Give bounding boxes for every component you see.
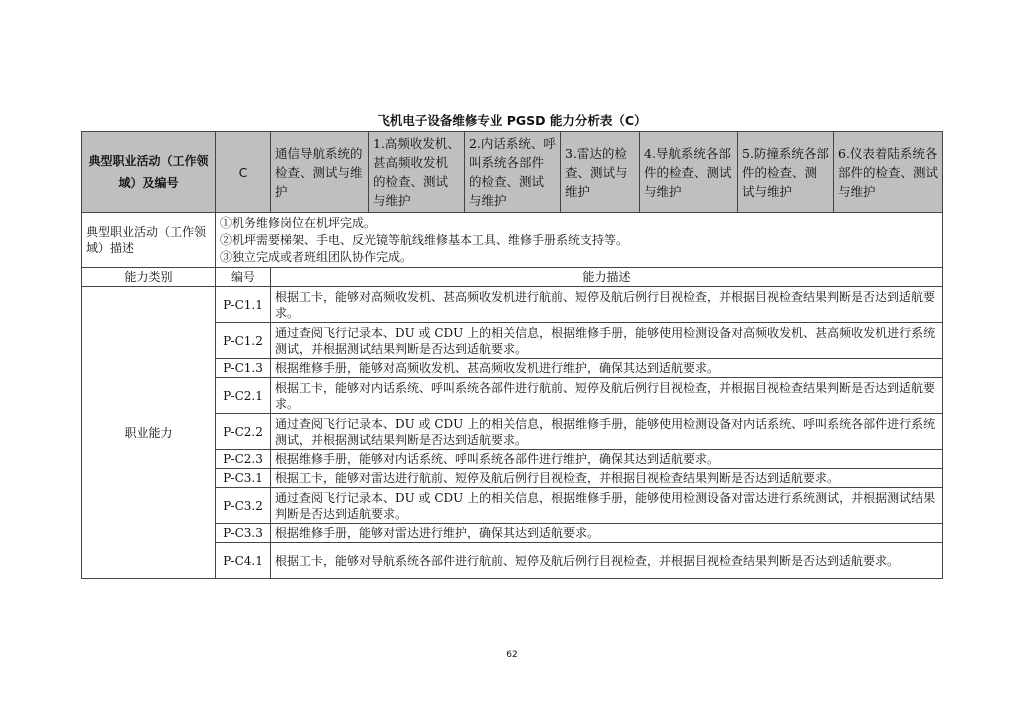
header-sub-area-5: 5.防撞系统各部件的检查、测试与维护 — [738, 132, 834, 213]
row-code: P-C3.2 — [216, 488, 271, 524]
row-text: 通过查阅飞行记录本、DU 或 CDU 上的相关信息，根据维修手册，能够使用检测设备对高频收发机、甚高频收发机进行系统测试，并根据测试结果判断是否达到适航要求。 — [271, 323, 943, 359]
col-desc: 能力描述 — [271, 268, 943, 287]
row-text: 根据工卡，能够对雷达进行航前、短停及航后例行目视检查，并根据目视检查结果判断是否达到适航要求。 — [271, 469, 943, 488]
capability-table — [81, 131, 943, 579]
row-text: 根据维修手册，能够对雷达进行维护，确保其达到适航要求。 — [271, 524, 943, 543]
row-text: 根据维修手册，能够对高频收发机、甚高频收发机进行维护，确保其达到适航要求。 — [271, 359, 943, 378]
header-sub-area-3: 3.雷达的检查、测试与维护 — [561, 132, 640, 213]
row-text: 根据工卡，能够对高频收发机、甚高频收发机进行航前、短停及航后例行目视检查，并根据目视检查结果判断是否达到适航要求。 — [271, 287, 943, 323]
header-sub-area-2: 2.内话系统、呼叫系统各部件的检查、测试与维护 — [465, 132, 561, 213]
description-label: 典型职业活动（工作领域）描述 — [82, 213, 216, 268]
row-text: 根据工卡，能够对导航系统各部件进行航前、短停及航后例行目视检查，并根据目视检查结果判断是否达到适航要求。 — [271, 543, 943, 579]
category-cell: 职业能力 — [82, 287, 216, 579]
col-code: 编号 — [216, 268, 271, 287]
col-category: 能力类别 — [82, 268, 216, 287]
header-label: 典型职业活动（工作领域）及编号 — [82, 132, 216, 213]
header-sub-area-6: 6.仪表着陆系统各部件的检查、测试与维护 — [834, 132, 943, 213]
table-title: 飞机电子设备维修专业 PGSD 能力分析表（C） — [377, 113, 647, 128]
row-code: P-C1.3 — [216, 359, 271, 378]
description-row — [82, 213, 943, 268]
row-text: 根据工卡，能够对内话系统、呼叫系统各部件进行航前、短停及航后例行目视检查，并根据目视检查结果判断是否达到适航要求。 — [271, 378, 943, 414]
row-code: P-C1.1 — [216, 287, 271, 323]
row-code: P-C2.2 — [216, 414, 271, 450]
row-text: 通过查阅飞行记录本、DU 或 CDU 上的相关信息，根据维修手册，能够使用检测设备对内话系统、呼叫系统各部件进行系统测试，并根据测试结果判断是否达到适航要求。 — [271, 414, 943, 450]
description-item: ②机坪需要梯架、手电、反光镜等航线维修基本工具、维修手册系统支持等。 — [220, 232, 629, 247]
header-area: 通信导航系统的检查、测试与维护 — [271, 132, 369, 213]
description-content — [216, 213, 943, 268]
header-code: C — [216, 132, 271, 213]
row-code: P-C2.3 — [216, 450, 271, 469]
row-code: P-C1.2 — [216, 323, 271, 359]
row-code: P-C4.1 — [216, 543, 271, 579]
page-number: 62 — [506, 650, 518, 660]
description-item: ①机务维修岗位在机坪完成。 — [220, 215, 377, 230]
row-code: P-C3.1 — [216, 469, 271, 488]
row-code: P-C2.1 — [216, 378, 271, 414]
header-sub-area-1: 1.高频收发机、甚高频收发机的检查、测试与维护 — [369, 132, 465, 213]
row-code: P-C3.3 — [216, 524, 271, 543]
header-row — [82, 132, 943, 213]
column-header-row — [82, 268, 943, 287]
row-text: 通过查阅飞行记录本、DU 或 CDU 上的相关信息，根据维修手册，能够使用检测设备对雷达进行系统测试，并根据测试结果判断是否达到适航要求。 — [271, 488, 943, 524]
row-text: 根据维修手册，能够对内话系统、呼叫系统各部件进行维护，确保其达到适航要求。 — [271, 450, 943, 469]
header-sub-area-4: 4.导航系统各部件的检查、测试与维护 — [640, 132, 738, 213]
description-item: ③独立完成或者班组团队协作完成。 — [220, 249, 413, 264]
table-row — [82, 287, 943, 323]
